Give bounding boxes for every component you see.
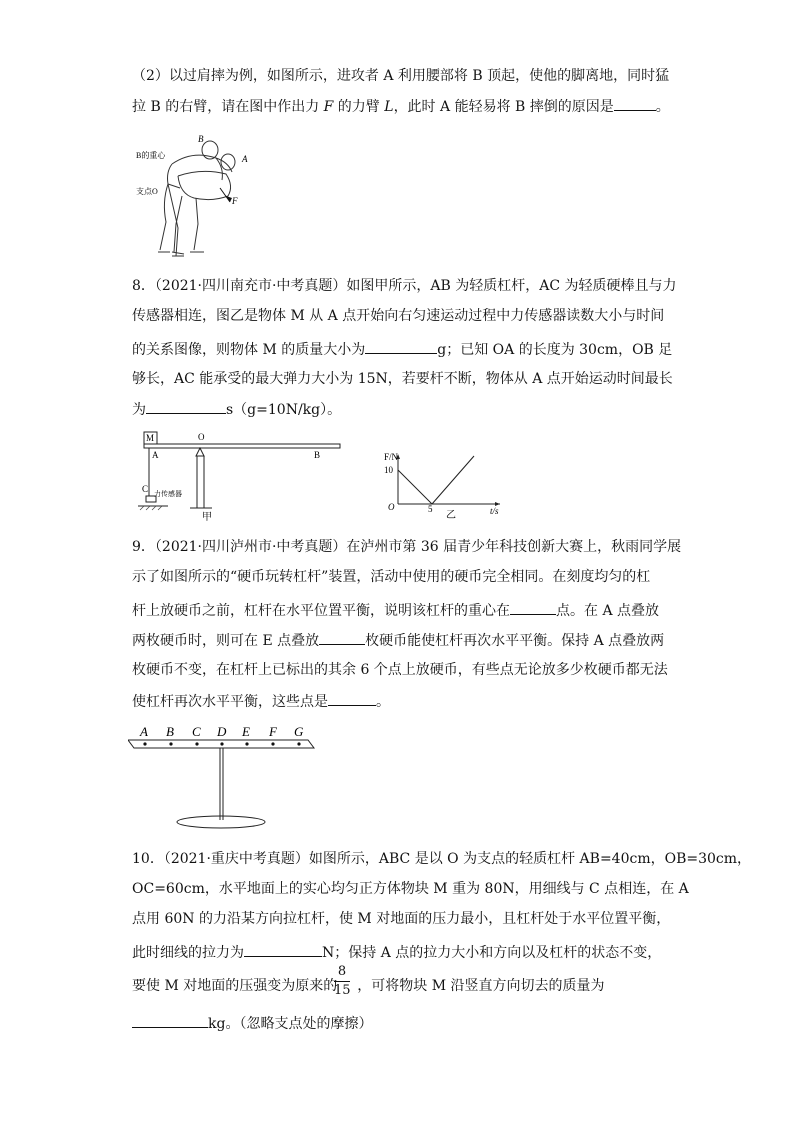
q9-line-4	[132, 630, 664, 651]
q9-text-4b: 枚硬币能使杠杆再次水平平衡。保持 A 点叠放两	[365, 633, 665, 649]
q7-fig-label-center: B的重心	[136, 151, 166, 160]
q8-mass-blank[interactable]	[365, 339, 437, 354]
q8-jia-M: M	[146, 433, 155, 443]
q10-fraction-numerator: 8	[337, 964, 347, 979]
q8-yi-xaxis: t/s	[490, 506, 499, 516]
q9-center-blank[interactable]	[510, 600, 556, 615]
q7-fig-label-F: F	[232, 196, 238, 206]
q10-fraction	[334, 964, 350, 999]
q8-line-4: 够长，AC 能承受的最大弹力大小为 15N，若要杆不断，物体从 A 点开始运动时间最长	[132, 371, 673, 387]
q7-text-a: 拉 B 的右臂，请在图中作出力	[132, 99, 324, 115]
q9-points-blank[interactable]	[328, 691, 376, 706]
q8-line-5	[132, 399, 341, 420]
q9-line-3	[132, 600, 659, 621]
q10-text-5b: ，可将物块 M 沿竖直方向切去的质量为	[357, 978, 605, 994]
q7-text-c: ，此时 A 能轻易将 B 摔倒的原因是	[393, 99, 614, 115]
q8-figure-yi	[378, 450, 508, 522]
q10-text-4a: 此时细线的拉力为	[132, 945, 244, 961]
q9-point-B-dot	[169, 742, 172, 745]
q8-text-5a: 为	[132, 402, 146, 418]
q7-arm-L: L	[384, 99, 394, 115]
q10-line-6	[132, 1013, 372, 1034]
q8-yi-ytick: 10	[384, 465, 393, 475]
q9-point-F: F	[269, 724, 277, 739]
q8-figure-jia	[136, 426, 348, 522]
q10-text-5a: 要使 M 对地面的压强变为原来的	[132, 978, 338, 994]
q8-jia-C: C	[142, 484, 149, 494]
q9-text-6a: 使杠杆再次水平平衡，这些点是	[132, 694, 328, 710]
q10-mass-blank[interactable]	[132, 1013, 208, 1028]
q10-fraction-denominator: 15	[334, 983, 351, 998]
q8-line-3	[132, 339, 672, 360]
q10-line-1: 10．（2021·重庆中考真题）如图所示，ABC 是以 O 为支点的轻质杠杆 AB=40cm，OB=30cm，	[132, 851, 752, 867]
q8-jia-A: A	[152, 450, 159, 460]
q9-point-E-dot	[245, 742, 248, 745]
q8-jia-sensor: 力传感器	[154, 490, 182, 498]
q10-line-2: OC=60cm，水平地面上的实心均匀正方体物块 M 重为 80N，用细线与 C 点相连，在 A	[132, 881, 689, 897]
q10-line-3: 点用 60N 的力沿某方向拉杠杆，使 M 对地面的压力最小，且杠杆处于水平位置平衡，	[132, 911, 671, 927]
q8-jia-caption: 甲	[202, 512, 212, 522]
q9-point-A: A	[140, 724, 148, 739]
q9-point-C: C	[192, 724, 201, 739]
q9-point-E: E	[242, 724, 250, 739]
q8-yi-yaxis: F/N	[384, 452, 399, 462]
q9-line-6	[132, 691, 390, 712]
q7-fig-label-A: A	[242, 154, 248, 164]
q9-text-6b: 。	[376, 694, 390, 710]
q7-fig-label-B: B	[198, 134, 204, 144]
q8-time-blank[interactable]	[146, 399, 226, 414]
q9-coins-blank[interactable]	[319, 630, 365, 645]
q8-yi-caption: 乙	[446, 510, 456, 521]
q8-line-2: 传感器相连，图乙是物体 M 从 A 点开始向右匀速运动过程中力传感器读数大小与时间	[132, 308, 665, 324]
q8-jia-O: O	[198, 432, 205, 442]
q9-point-D-dot	[220, 742, 223, 745]
q8-text-5b: s（g=10N/kg）。	[226, 402, 342, 418]
q9-text-3a: 杆上放硬币之前，杠杆在水平位置平衡，说明该杠杆的重心在	[132, 603, 510, 619]
q9-line-1: 9．（2021·四川泸州市·中考真题）在泸州市第 36 届青少年科技创新大赛上，秋雨同学展	[132, 539, 682, 555]
q9-point-D: D	[217, 724, 227, 739]
q8-line-1: 8．（2021·四川南充市·中考真题）如图甲所示，AB 为轻质杠杆，AC 为轻质硬棒且与力	[132, 278, 677, 294]
q8-yi-origin: O	[388, 502, 395, 512]
q7-force-F: F	[323, 99, 334, 115]
q9-point-A-dot	[143, 742, 146, 745]
q9-point-C-dot	[195, 742, 198, 745]
q7-line-2	[132, 96, 670, 117]
q10-tension-blank[interactable]	[244, 942, 322, 957]
q7-figure-shoulder-throw	[132, 132, 252, 262]
q9-point-F-dot	[271, 742, 274, 745]
q7-answer-blank[interactable]	[614, 96, 656, 111]
q9-text-4a: 两枚硬币时，则可在 E 点叠放	[132, 633, 320, 649]
q8-yi-xtick: 5	[428, 504, 433, 514]
q9-line-2: 示了如图所示的“硬币玩转杠杆”装置，活动中使用的硬币完全相同。在刻度均匀的杠	[132, 569, 651, 585]
q7-text-end: 。	[655, 99, 670, 115]
q7-fig-label-O: 支点O	[136, 187, 158, 196]
q7-line-1: （2）以过肩摔为例，如图所示，进攻者 A 利用腰部将 B 顶起，使他的脚离地，同时猛	[132, 68, 670, 84]
q9-point-B: B	[166, 724, 174, 739]
q10-text-6: kg。（忽略支点处的摩擦）	[208, 1016, 373, 1032]
q10-line-4	[132, 942, 661, 963]
q9-point-G-dot	[297, 742, 300, 745]
q9-figure-coin-lever	[128, 722, 318, 834]
q9-point-G: G	[294, 724, 304, 739]
q8-jia-B: B	[314, 450, 321, 460]
q9-text-3b: 点。在 A 点叠放	[556, 603, 660, 619]
q7-text-b: 的力臂	[333, 99, 385, 115]
q10-line-5	[132, 976, 604, 996]
q8-text-3a: 的关系图像，则物体 M 的质量大小为	[132, 342, 366, 358]
q10-text-4b: N；保持 A 点的拉力大小和方向以及杠杆的状态不变，	[322, 945, 662, 961]
q8-text-3b: g；已知 OA 的长度为 30cm，OB 足	[437, 342, 673, 358]
q9-line-5: 枚硬币不变，在杠杆上已标出的其余 6 个点上放硬币，有些点无论放多少枚硬币都无法	[132, 662, 668, 678]
